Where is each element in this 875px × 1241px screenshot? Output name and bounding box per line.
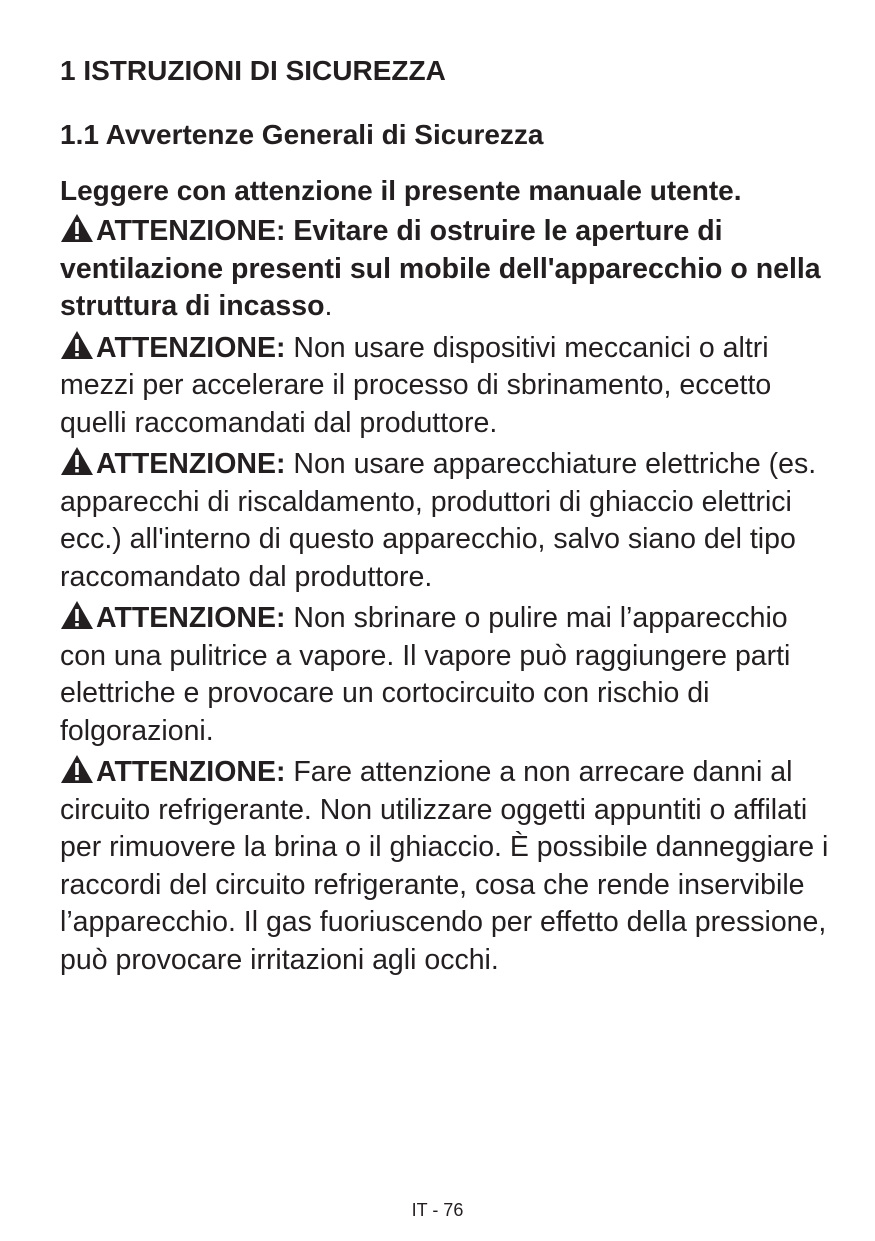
warning-triangle-icon: [60, 330, 94, 360]
warning-paragraph-ventilation: [60, 213, 830, 326]
warning-text: Non usare apparecchiature elettriche (es. apparecchi di riscaldamento, produttori di ghiaccio elettrici ecc.) all'interno di questo apparecchio, salvo siano del tipo raccomandato dal produttore.: [60, 448, 817, 593]
page-number: IT - 76: [411, 1200, 464, 1220]
warning-paragraph-electrical-appliances: [60, 446, 830, 596]
warning-text: .: [324, 290, 333, 322]
warning-triangle-icon: [60, 600, 94, 630]
warning-triangle-icon: [60, 213, 94, 243]
warning-lead: ATTENZIONE:: [96, 331, 286, 364]
subsection-title: 1.1 Avvertenze Generali di Sicurezza: [60, 119, 544, 150]
section-title: 1 ISTRUZIONI DI SICUREZZA: [60, 55, 446, 86]
warning-text: Non sbrinare o pulire mai l’apparecchio con una pulitrice a vapore. Il vapore può raggiungere parti elettriche e provocare un cortocircuito con rischio di folgorazioni.: [60, 602, 791, 747]
intro-paragraph: Leggere con attenzione il presente manuale utente.: [60, 175, 742, 206]
warning-lead: ATTENZIONE:: [96, 602, 286, 634]
warning-lead: ATTENZIONE:: [96, 448, 286, 480]
warning-text: Non usare dispositivi meccanici o altri mezzi per accelerare il processo di sbrinamento, eccetto quelli raccomandati dal produttore.: [60, 331, 772, 439]
document-body: [60, 54, 830, 983]
warning-lead: ATTENZIONE: Evitare di ostruire le aperture di ventilazione presenti sul mobile dell'apparecchio o nella struttura di incasso: [60, 215, 821, 322]
warning-paragraph-refrigerant-circuit: [60, 754, 830, 979]
warning-text: Fare attenzione a non arrecare danni al circuito refrigerante. Non utilizzare oggetti appuntiti o affilati per rimuovere la brina o il ghiaccio. È possibile danneggiare i raccordi del circuito refrigerante, cosa che rende inservibile l’apparecchio. Il gas fuoriuscendo per effetto della pressione, può provocare irritazioni agli occhi.: [60, 756, 829, 976]
warning-paragraph-defrost-devices: [60, 330, 830, 443]
warning-triangle-icon: [60, 446, 94, 476]
warning-paragraph-steam-cleaner: [60, 600, 830, 750]
warning-lead: ATTENZIONE:: [96, 756, 286, 788]
warning-triangle-icon: [60, 754, 94, 784]
